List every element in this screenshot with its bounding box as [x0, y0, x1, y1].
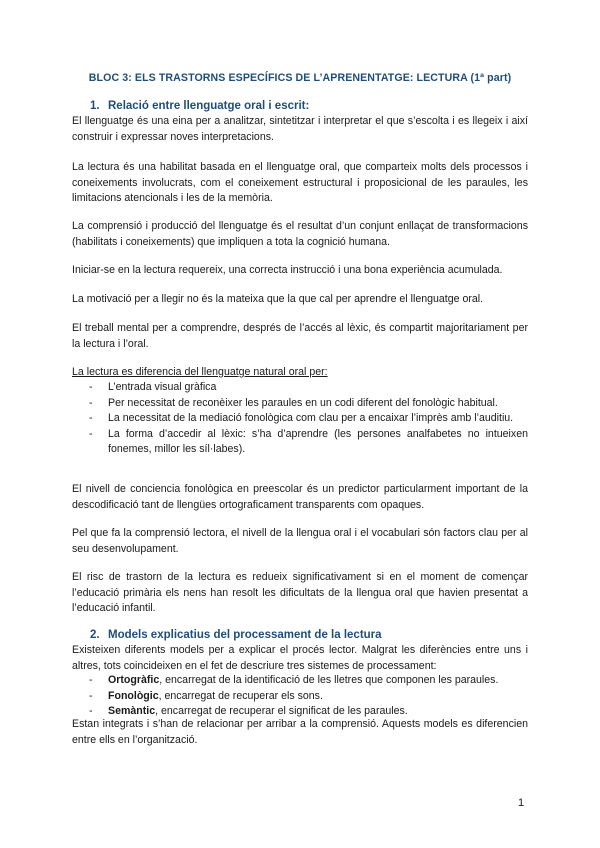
list-item: - Per necessitat de reconèixer les paraules en un codi diferent del fonològic habitual. [89, 396, 498, 409]
section-2-number: 2. [90, 629, 100, 641]
list-item: - Semàntic, encarregat de recuperar el significat de les paraules. [89, 705, 408, 718]
section-1-title: Relació entre llenguatge oral i escrit: [108, 100, 310, 112]
paragraph: La comprensió i producció del llenguatge és el resultat d’un conjunt enllaçat de transformacions (habilitats i coneixements) que impliquen a tota la cognició humana. [72, 220, 528, 248]
paragraph: La motivació per a llegir no és la mateixa que la que cal per aprendre el llenguatge oral. [72, 293, 484, 305]
paragraph: Existeixen diferents models per a explicar el procés lector. Malgrat les diferències entre uns i altres, tots coincideixen en el fet de descriure tres sistemes de processament: [72, 644, 528, 672]
section-2-title: Models explicatius del processament de la lectura [108, 629, 382, 641]
difference-list [72, 380, 528, 458]
section-1-heading [90, 100, 309, 112]
processing-systems-list [72, 673, 528, 720]
term: Fonològic [108, 689, 159, 702]
list-item: - Ortogràfic, encarregat de la identificació de les lletres que componen les paraules. [89, 674, 499, 686]
section-2-heading [90, 629, 382, 641]
list-item: - La forma d’accedir al lèxic: s’ha d’aprendre (les persones analfabetes no intueixen fonemes, millor les síl·labes). [89, 427, 528, 456]
list-item: - Fonològic, encarregat de recuperar els sons. [89, 689, 323, 702]
list-intro: La lectura es diferencia del llenguatge natural oral per: [72, 366, 328, 378]
paragraph: Pel que fa la comprensió lectora, el nivell de la llengua oral i el vocabulari són factors clau per al seu desenvolupament. [72, 527, 528, 555]
term: Ortogràfic [108, 674, 160, 686]
document-title: BLOC 3: ELS TRASTORNS ESPECÍFICS DE L’APRENENTATGE: LECTURA (1ª part) [88, 72, 512, 84]
term: Semàntic [108, 705, 156, 718]
paragraph: Iniciar-se en la lectura requereix, una correcta instrucció i una bona experiència acumulada. [72, 264, 503, 276]
paragraph: Estan integrats i s’han de relacionar per arribar a la comprensió. Aquests models es diferencien entre ells en l’organització. [72, 718, 528, 746]
paragraph: El llenguatge és una eina per a analitzar, sintetitzar i interpretar el que s’escolta i es llegeix i així construir i expressar noves interpretacions. [72, 115, 528, 143]
paragraph: El treball mental per a comprendre, després de l’accés al lèxic, és compartit majoritariament per la lectura i l’oral. [72, 322, 528, 350]
paragraph: La lectura és una habilitat basada en el llenguatge oral, que comparteix molts dels processos i coneixements involucrats, com el coneixement estructural i proposicional de les paraules, les limitacions atencionals i les de la memòria. [72, 161, 528, 205]
list-item: - La necessitat de la mediació fonològica com clau per a encaixar l’imprès amb l’auditiu. [89, 412, 514, 425]
paragraph: El nivell de conciencia fonològica en preescolar és un predictor particularment important de la descodificació tant de llengües ortograficament transparents com opaques. [72, 483, 528, 511]
list-item: - L’entrada visual gràfica [89, 381, 217, 393]
paragraph: El risc de trastorn de la lectura es redueix significativament si en el moment de començar l’educació primària els nens han resolt les dificultats de la llengua oral que havien presentat a l’educació infantil. [72, 571, 528, 615]
section-1-number: 1. [90, 100, 100, 112]
page-number: 1 [518, 797, 525, 809]
